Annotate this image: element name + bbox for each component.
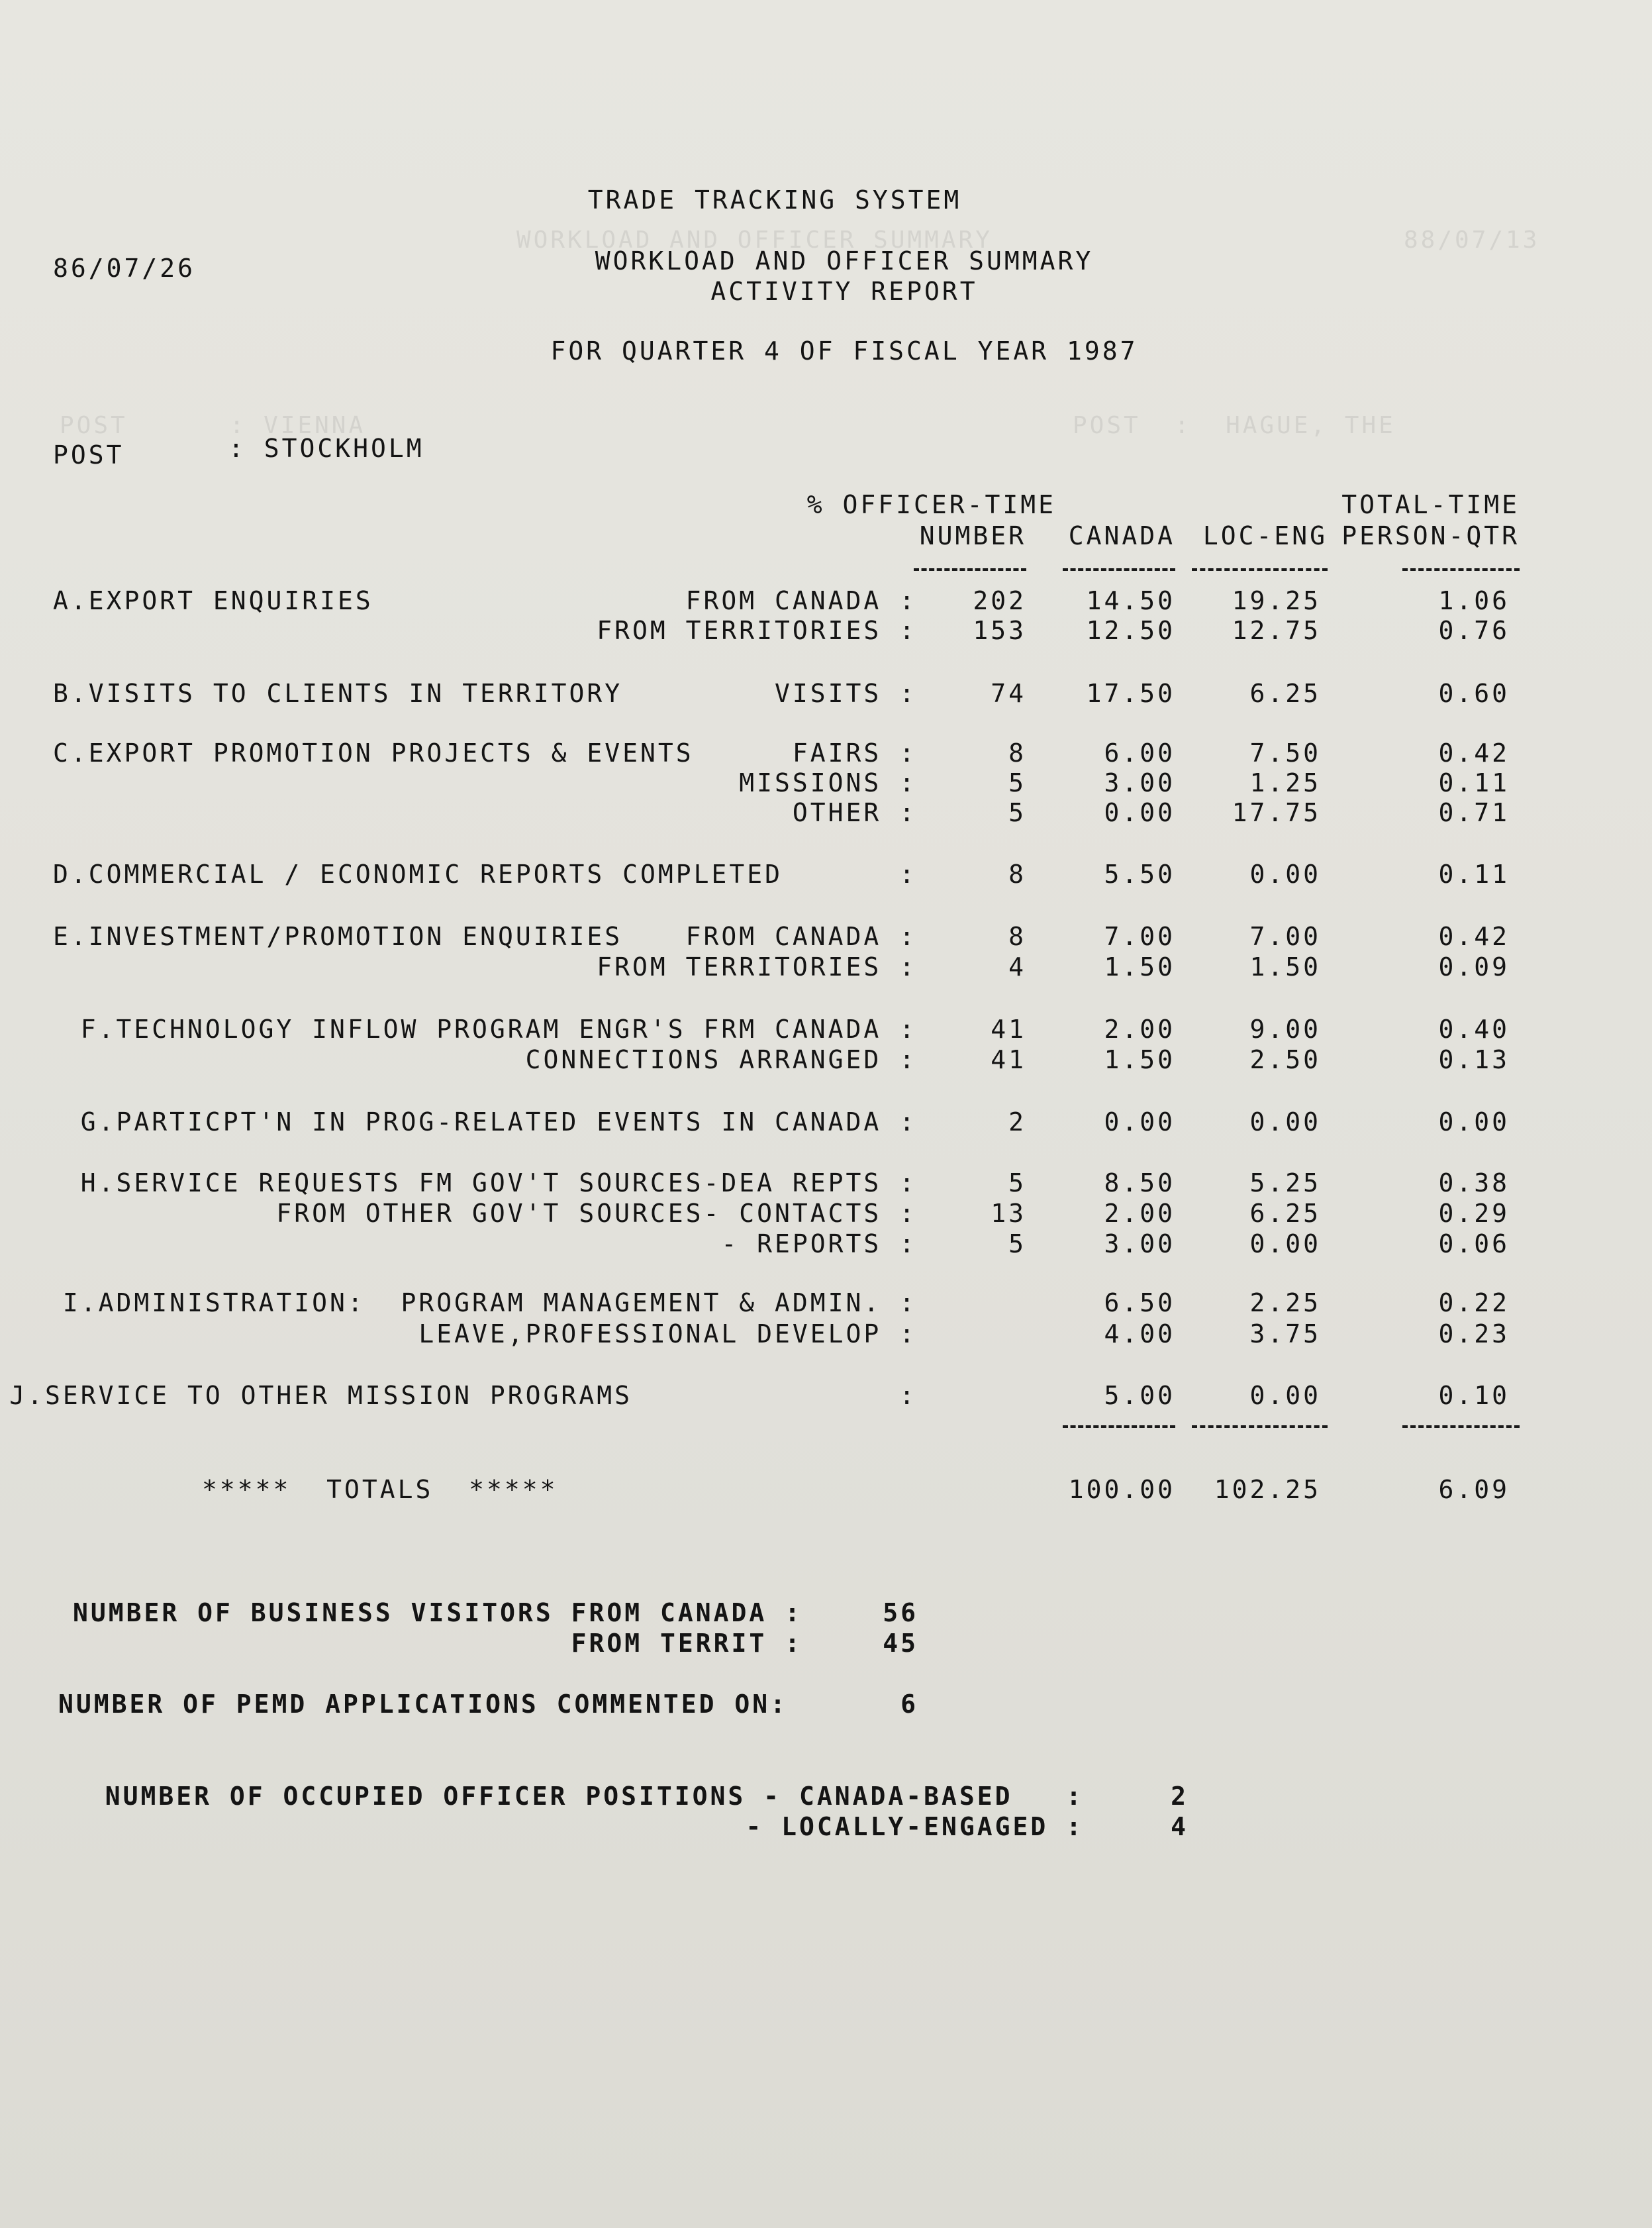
section-label: D.COMMERCIAL / ECONOMIC REPORTS COMPLETED [53, 860, 783, 889]
header-officer-time: % OFFICER-TIME [806, 490, 1056, 519]
loc-eng-cell: 0.00 [1249, 1229, 1321, 1258]
row-label: : [899, 860, 917, 889]
header-rule [1402, 568, 1520, 571]
totals-loc-eng: 102.25 [1214, 1475, 1321, 1504]
summary-label: FROM TERRIT : [571, 1629, 802, 1658]
row-label: F.TECHNOLOGY INFLOW PROGRAM ENGR'S FRM CANADA : [80, 1015, 917, 1044]
row-label: FROM CANADA : [685, 586, 917, 615]
row-label: FROM TERRITORIES : [597, 952, 917, 982]
person-qtr-cell: 0.42 [1438, 738, 1510, 768]
header-person-qtr: PERSON-QTR [1341, 521, 1520, 550]
person-qtr-cell: 0.11 [1438, 860, 1510, 889]
canada-cell: 2.00 [1104, 1199, 1175, 1228]
canada-cell: 14.50 [1086, 586, 1175, 615]
canada-cell: 17.50 [1086, 679, 1175, 708]
report-title: WORKLOAD AND OFFICER SUMMARY [595, 246, 1094, 276]
canada-cell: 4.00 [1104, 1319, 1175, 1348]
section-label: A.EXPORT ENQUIRIES [53, 586, 373, 615]
loc-eng-cell: 19.25 [1232, 586, 1321, 615]
row-label: FAIRS : [792, 738, 917, 768]
row-label: I.ADMINISTRATION: PROGRAM MANAGEMENT & ADMIN. : [62, 1288, 917, 1317]
section-label: B.VISITS TO CLIENTS IN TERRITORY [53, 679, 623, 708]
show-through-text: POST : HAGUE, THE [1073, 412, 1396, 439]
totals-canada: 100.00 [1068, 1475, 1175, 1504]
loc-eng-cell: 7.00 [1249, 922, 1321, 951]
canada-cell: 2.00 [1104, 1015, 1175, 1044]
canada-cell: 7.00 [1104, 922, 1175, 951]
number-cell: 5 [1008, 1168, 1026, 1197]
person-qtr-cell: 0.38 [1438, 1168, 1510, 1197]
person-qtr-cell: 0.06 [1438, 1229, 1510, 1258]
number-cell: 8 [1008, 922, 1026, 951]
show-through-text: POST : VIENNA [60, 412, 366, 439]
number-cell: 41 [991, 1015, 1026, 1044]
row-label: VISITS : [774, 679, 917, 708]
person-qtr-cell: 0.71 [1438, 798, 1510, 827]
number-cell: 5 [1008, 1229, 1026, 1258]
canada-cell: 8.50 [1104, 1168, 1175, 1197]
header-total-time: TOTAL-TIME [1341, 490, 1520, 519]
row-label: - REPORTS : [721, 1229, 917, 1258]
report-date: 86/07/26 [53, 254, 196, 283]
loc-eng-cell: 7.50 [1249, 738, 1321, 768]
row-label: FROM CANADA : [685, 922, 917, 951]
loc-eng-cell: 0.00 [1249, 1107, 1321, 1137]
summary-label: NUMBER OF BUSINESS VISITORS FROM CANADA : [73, 1598, 802, 1627]
system-title: TRADE TRACKING SYSTEM [587, 185, 962, 215]
canada-cell: 1.50 [1104, 1045, 1175, 1074]
number-cell: 4 [1008, 952, 1026, 982]
loc-eng-cell: 17.75 [1232, 798, 1321, 827]
loc-eng-cell: 2.50 [1249, 1045, 1321, 1074]
row-label: H.SERVICE REQUESTS FM GOV'T SOURCES-DEA REPTS : [80, 1168, 917, 1197]
canada-cell: 12.50 [1086, 616, 1175, 645]
loc-eng-cell: 6.25 [1249, 1199, 1321, 1228]
section-label: C.EXPORT PROMOTION PROJECTS & EVENTS [53, 738, 694, 768]
canada-cell: 5.50 [1104, 860, 1175, 889]
summary-label: NUMBER OF PEMD APPLICATIONS COMMENTED ON: [58, 1690, 788, 1719]
row-label: OTHER : [792, 798, 917, 827]
canada-cell: 1.50 [1104, 952, 1175, 982]
person-qtr-cell: 0.09 [1438, 952, 1510, 982]
totals-label: ***** TOTALS ***** [202, 1475, 558, 1504]
row-label: G.PARTICPT'N IN PROG-RELATED EVENTS IN CANADA : [80, 1107, 917, 1137]
number-cell: 13 [991, 1199, 1026, 1228]
summary-value: 6 [900, 1690, 918, 1719]
person-qtr-cell: 0.40 [1438, 1015, 1510, 1044]
canada-cell: 6.00 [1104, 738, 1175, 768]
row-label: MISSIONS : [739, 768, 917, 797]
summary-value: 4 [1171, 1812, 1189, 1841]
loc-eng-cell: 0.00 [1249, 1381, 1321, 1410]
row-label: J.SERVICE TO OTHER MISSION PROGRAMS : [9, 1381, 917, 1410]
summary-label: - LOCALLY-ENGAGED : [746, 1812, 1084, 1841]
row-label: LEAVE,PROFESSIONAL DEVELOP : [418, 1319, 917, 1348]
canada-cell: 5.00 [1104, 1381, 1175, 1410]
person-qtr-cell: 0.60 [1438, 679, 1510, 708]
report-period: FOR QUARTER 4 OF FISCAL YEAR 1987 [550, 336, 1138, 366]
person-qtr-cell: 0.10 [1438, 1381, 1510, 1410]
number-cell: 74 [991, 679, 1026, 708]
loc-eng-cell: 6.25 [1249, 679, 1321, 708]
person-qtr-cell: 0.11 [1438, 768, 1510, 797]
number-cell: 153 [973, 616, 1026, 645]
canada-cell: 6.50 [1104, 1288, 1175, 1317]
person-qtr-cell: 0.22 [1438, 1288, 1510, 1317]
person-qtr-cell: 0.42 [1438, 922, 1510, 951]
header-rule [1063, 568, 1175, 571]
header-rule [914, 568, 1026, 571]
header-canada: CANADA [1068, 521, 1175, 550]
row-label: FROM OTHER GOV'T SOURCES- CONTACTS : [276, 1199, 917, 1228]
totals-person-qtr: 6.09 [1438, 1475, 1510, 1504]
canada-cell: 3.00 [1104, 768, 1175, 797]
loc-eng-cell: 12.75 [1232, 616, 1321, 645]
header-loc-eng: LOC-ENG [1202, 521, 1328, 550]
summary-value: 45 [883, 1629, 918, 1658]
report-subtitle: ACTIVITY REPORT [710, 277, 978, 306]
person-qtr-cell: 0.13 [1438, 1045, 1510, 1074]
number-cell: 8 [1008, 860, 1026, 889]
loc-eng-cell: 9.00 [1249, 1015, 1321, 1044]
show-through-text: WORKLOAD AND OFFICER SUMMARY [516, 227, 993, 254]
post-label: POST [53, 440, 124, 470]
header-rule [1192, 568, 1328, 571]
loc-eng-cell: 1.50 [1249, 952, 1321, 982]
loc-eng-cell: 1.25 [1249, 768, 1321, 797]
totals-rule [1063, 1425, 1175, 1428]
canada-cell: 0.00 [1104, 798, 1175, 827]
show-through-text: 88/07/13 [1404, 227, 1540, 254]
person-qtr-cell: 0.23 [1438, 1319, 1510, 1348]
number-cell: 202 [973, 586, 1026, 615]
person-qtr-cell: 0.76 [1438, 616, 1510, 645]
summary-value: 56 [883, 1598, 918, 1627]
person-qtr-cell: 0.29 [1438, 1199, 1510, 1228]
post-value: : STOCKHOLM [228, 434, 424, 463]
number-cell: 8 [1008, 738, 1026, 768]
canada-cell: 3.00 [1104, 1229, 1175, 1258]
header-number: NUMBER [919, 521, 1026, 550]
loc-eng-cell: 5.25 [1249, 1168, 1321, 1197]
number-cell: 5 [1008, 768, 1026, 797]
number-cell: 5 [1008, 798, 1026, 827]
totals-rule [1402, 1425, 1520, 1428]
row-label: FROM TERRITORIES : [597, 616, 917, 645]
summary-value: 2 [1171, 1782, 1189, 1811]
loc-eng-cell: 3.75 [1249, 1319, 1321, 1348]
row-label: CONNECTIONS ARRANGED : [525, 1045, 917, 1074]
number-cell: 41 [991, 1045, 1026, 1074]
summary-label: NUMBER OF OCCUPIED OFFICER POSITIONS - CANADA-BASED : [105, 1782, 1084, 1811]
totals-rule [1192, 1425, 1328, 1428]
section-label: E.INVESTMENT/PROMOTION ENQUIRIES [53, 922, 623, 951]
number-cell: 2 [1008, 1107, 1026, 1137]
person-qtr-cell: 0.00 [1438, 1107, 1510, 1137]
person-qtr-cell: 1.06 [1438, 586, 1510, 615]
loc-eng-cell: 0.00 [1249, 860, 1321, 889]
loc-eng-cell: 2.25 [1249, 1288, 1321, 1317]
canada-cell: 0.00 [1104, 1107, 1175, 1137]
